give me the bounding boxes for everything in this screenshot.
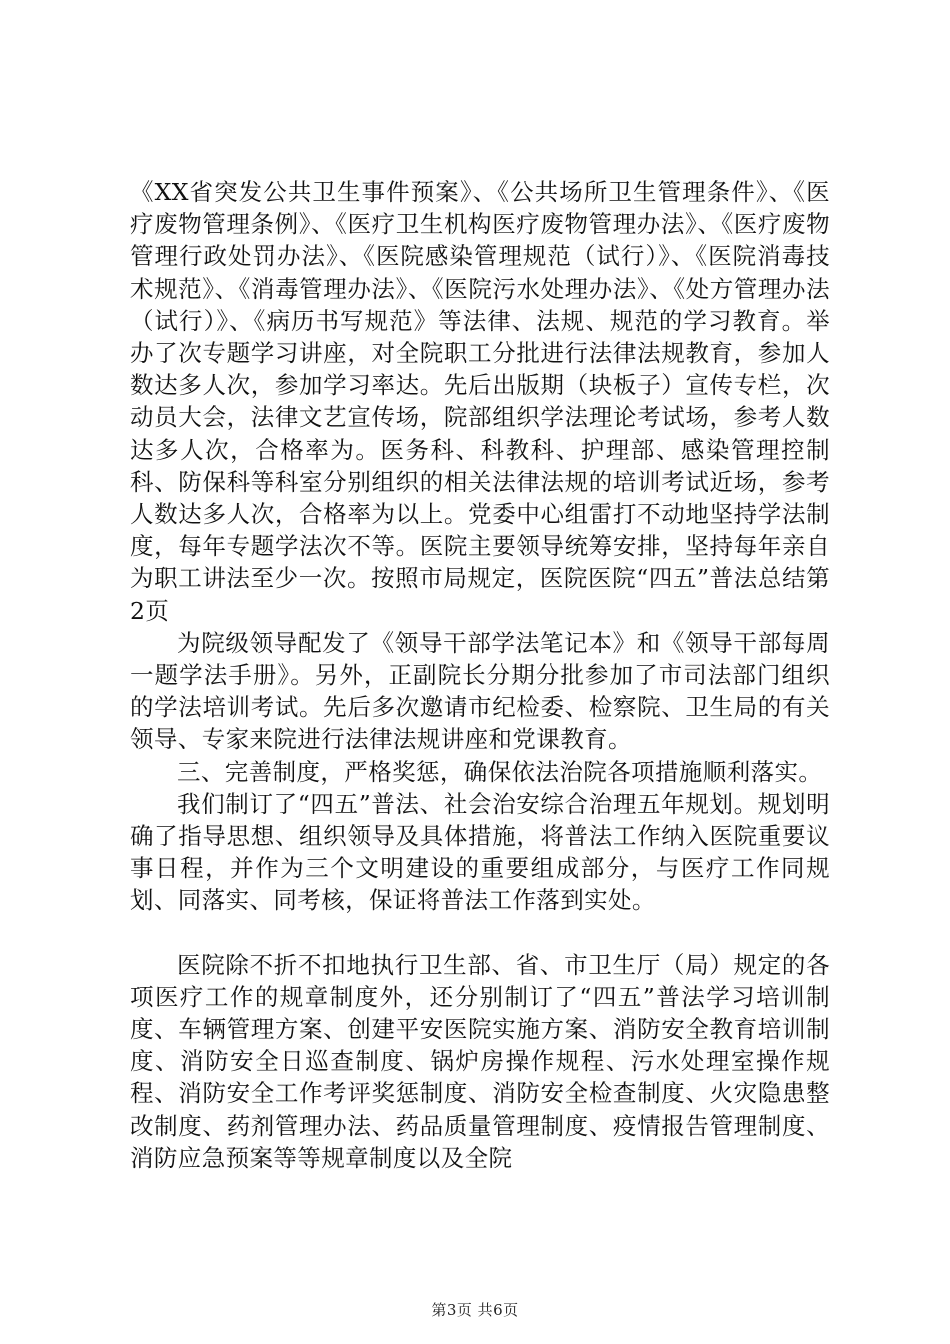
section-heading: 三、完善制度，严格奖惩，确保依法治院各项措施顺利落实。 xyxy=(177,757,823,786)
paragraph-4: 医院除不折不扣地执行卫生部、省、市卫生厅（局）规定的各项医疗工作的规章制度外，还分别制订了“四五”普法学习培训制度、车辆管理方案、创建平安医院实施方案、消防安全教育培训制度、消防安全日巡查制度、锅炉房操作规程、污水处理室操作规程、消防安全工作考评奖惩制度、消防安全检查制度、火灾隐患整改制度、药剂管理办法、药品质量管理制度、疫情报告管理制度、消防应急预案等等规章制度以及全院 xyxy=(130,950,830,1172)
paragraph-2: 为院级领导配发了《领导干部学法笔记本》和《领导干部每周一题学法手册》。另外，正副院长分期分批参加了市司法部门组织的学法培训考试。先后多次邀请市纪检委、检察院、卫生局的有关领导、专家来院进行法律法规讲座和党课教育。 xyxy=(130,628,830,754)
paragraph-1: 《XX省突发公共卫生事件预案》、《公共场所卫生管理条件》、《医疗废物管理条例》、《医疗卫生机构医疗废物管理办法》、《医疗废物管理行政处罚办法》、《医院感染管理规范（试行）》、《医院消毒技术规范》、《消毒管理办法》、《医院污水处理办法》、《处方管理办法（试行）》、《病历书写规范》等法律、法规、规范的学习教育。举办了次专题学习讲座，对全院职工分批进行法律法规教育，参加人数达多人次，参加学习率达。先后出版期（块板子）宣传专栏，次动员大会，法律文艺宣传场，院部组织学法理论考试场，参考人数达多人次，合格率为。医务科、科教科、护理部、感染管理控制科、防保科等科室分别组织的相关法律法规的培训考试近场，参考人数达多人次，合格率为以上。党委中心组雷打不动地坚持学法制度，每年专题学法次不等。医院主要领导统筹安排，坚持每年亲自为职工讲法至少一次。按照市局规定，医院医院“四五”普法总结第2页 xyxy=(130,178,830,625)
page-footer: 第3页 共6页 xyxy=(431,1301,519,1319)
document-body xyxy=(130,176,830,1174)
paragraph-3: 我们制订了“四五”普法、社会治安综合治理五年规划。规划明确了指导思想、组织领导及具体措施，将普法工作纳入医院重要议事日程，并作为三个文明建设的重要组成部分，与医疗工作同规划、同落实、同考核，保证将普法工作落到实处。 xyxy=(130,789,830,915)
